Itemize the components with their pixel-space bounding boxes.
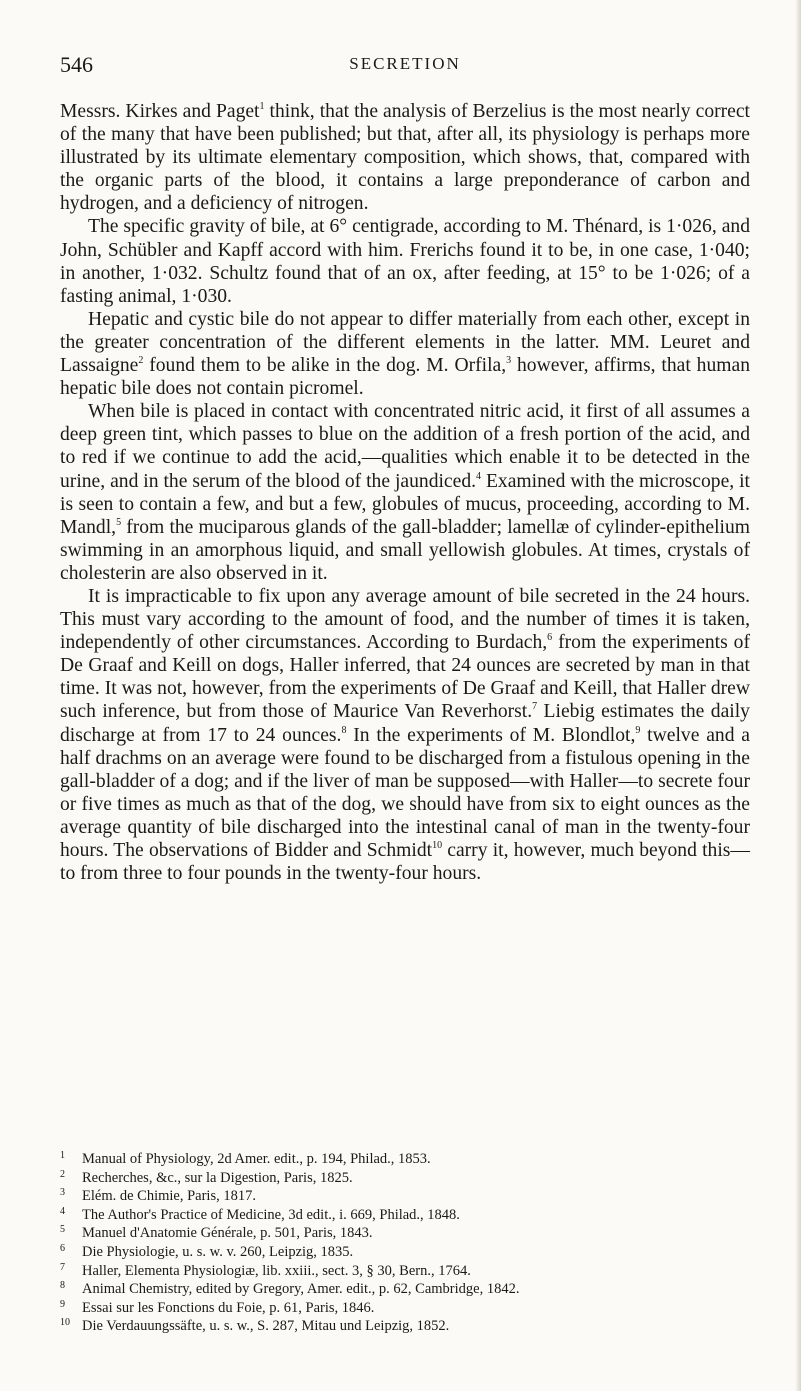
paragraph [60,585,750,885]
footnote-text: Haller, Elementa Physiologiæ, lib. xxiii., sect. 3, § 30, Bern., 1764. [82,1262,471,1279]
footnote-reference: 9 [635,724,641,736]
footnote-mark: 1 [60,1150,65,1161]
footnote-reference: 6 [547,632,553,644]
footnote [60,1150,760,1169]
text-run: carry it, however, much beyond this—to from three to four pounds in the twenty-four hours. [60,840,750,885]
footnote [60,1299,760,1318]
text-run: It is impracticable to fix upon any average amount of bile secreted in the 24 hours. This must vary according to the amount of food, and the number of times it is taken, independently of other circumstances. According to Burdach, [60,585,750,654]
footnote [60,1187,760,1206]
footnote-mark: 9 [60,1298,65,1310]
running-head: SECRETION [349,54,461,73]
footnote-text: Manuel d'Anatomie Générale, p. 501, Paris, 1843. [82,1225,373,1242]
paragraph [60,308,750,400]
text-run: When bile is placed in contact with concentrated nitric acid, it first of all assumes a deep green tint, which passes to blue on the addition of a fresh portion of the acid, and to red if we continue to add the acid,—qualities which enable it to be detected in the urine, and in the serum of the blood of the jaundiced. [60,401,750,492]
footnote [60,1317,760,1336]
footnotes [60,1150,760,1336]
text-run: from the experiments of De Graaf and Keill on dogs, Haller inferred, that 24 ounces are secreted by man in that time. It was not, however, from the experiments of De Graaf and Keill, that Haller drew such inference, but from those of Maurice Van Reverhorst. [60,632,750,723]
footnote-mark: 5 [60,1224,65,1236]
footnote-mark: 7 [60,1261,65,1273]
footnote-reference: 7 [532,701,538,713]
page-header [60,52,750,82]
footnote [60,1280,760,1299]
footnote-mark: 3 [60,1187,65,1199]
paragraph [60,400,750,585]
text-run: The specific gravity of bile, at 6° centigrade, according to M. Thénard, is 1·026, and John, Schübler and Kapff accord with him. Frerichs found it to be, in one case, 1·040; in another, 1·032. Schultz found that of an ox, after feeding, at 15° to be 1·026; of a fasting animal, 1·030. [60,216,750,307]
footnote-mark: 2 [60,1168,65,1180]
paragraph [60,100,750,215]
text-run: twelve and a half drachms on an average were found to be discharged from a fistulous opening in the gall-bladder of a dog; and if the liver of man be supposed—with Haller—to secrete four or five times as much as that of the dog, we should have from six to eight ounces as the average quantity of bile discharged into the intestinal canal of man in the twenty-four hours. The observations of Bidder and Schmidt [60,724,750,861]
footnote-text: Essai sur les Fonctions du Foie, p. 61, Paris, 1846. [82,1299,375,1316]
footnote-reference: 4 [476,470,482,482]
text-run: think, that the analysis of Berzelius is the most nearly correct of the many that have been published; but that, after all, its physiology is perhaps more illustrated by its ultimate elementary composition, which shows, that, compared with the organic parts of the blood, it contains a large preponderance of carbon and hydrogen, and a deficiency of nitrogen. [60,101,750,215]
text-run: from the muciparous glands of the gall-bladder; lamellæ of cylinder-epithelium swimming in an amorphous liquid, and small yellowish globules. At times, crystals of cholesterin are also observed in it. [60,516,750,584]
text-run: Hepatic and cystic bile do not appear to differ materially from each other, except in the greater concentration of the different elements in the latter. MM. Leuret and Lassaigne [60,308,750,377]
footnote-text: The Author's Practice of Medicine, 3d edit., i. 669, Philad., 1848. [82,1206,460,1223]
footnote [60,1169,760,1188]
footnote-text: Elém. de Chimie, Paris, 1817. [82,1188,256,1205]
text-run: Messrs. Kirkes and Paget [60,101,260,122]
footnote [60,1262,760,1281]
footnote-reference: 3 [506,355,512,367]
footnote [60,1206,760,1225]
footnote-mark: 6 [60,1242,65,1254]
footnote-reference: 8 [341,724,347,736]
footnote [60,1224,760,1243]
paragraph [60,215,750,307]
footnote-mark: 10 [60,1317,70,1329]
footnote-reference: 1 [259,101,265,112]
footnote-text: Animal Chemistry, edited by Gregory, Amer. edit., p. 62, Cambridge, 1842. [82,1281,520,1298]
footnote-reference: 2 [138,355,144,367]
text-run: however, affirms, that human hepatic bile does not contain picromel. [60,355,750,400]
text-run: Liebig estimates the daily discharge at from 17 to 24 ounces. [60,701,750,746]
footnote-text: Manual of Physiology, 2d Amer. edit., p. 194, Philad., 1853. [82,1151,431,1167]
footnote-reference: 5 [116,516,122,528]
footnote-mark: 4 [60,1205,65,1217]
text-run: In the experiments of M. Blondlot, [346,724,636,746]
text-run: found them to be alike in the dog. M. Orfila, [143,355,507,377]
text-run: Examined with the microscope, it is seen to contain a few, and but a few, globules of mucus, proceeding, according to M. Mandl, [60,470,750,538]
footnote-reference: 10 [432,840,443,851]
footnote-text: Die Physiologie, u. s. w. v. 260, Leipzig, 1835. [82,1243,354,1260]
page-number: 546 [60,52,93,77]
footnote-mark: 8 [60,1280,65,1292]
footnote-text: Recherches, &c., sur la Digestion, Paris, 1825. [82,1169,353,1186]
page-edge [795,0,801,1391]
footnote-text: Die Verdauungssäfte, u. s. w., S. 287, Mitau und Leipzig, 1852. [82,1318,450,1335]
footnote [60,1243,760,1262]
body-text [60,100,750,885]
